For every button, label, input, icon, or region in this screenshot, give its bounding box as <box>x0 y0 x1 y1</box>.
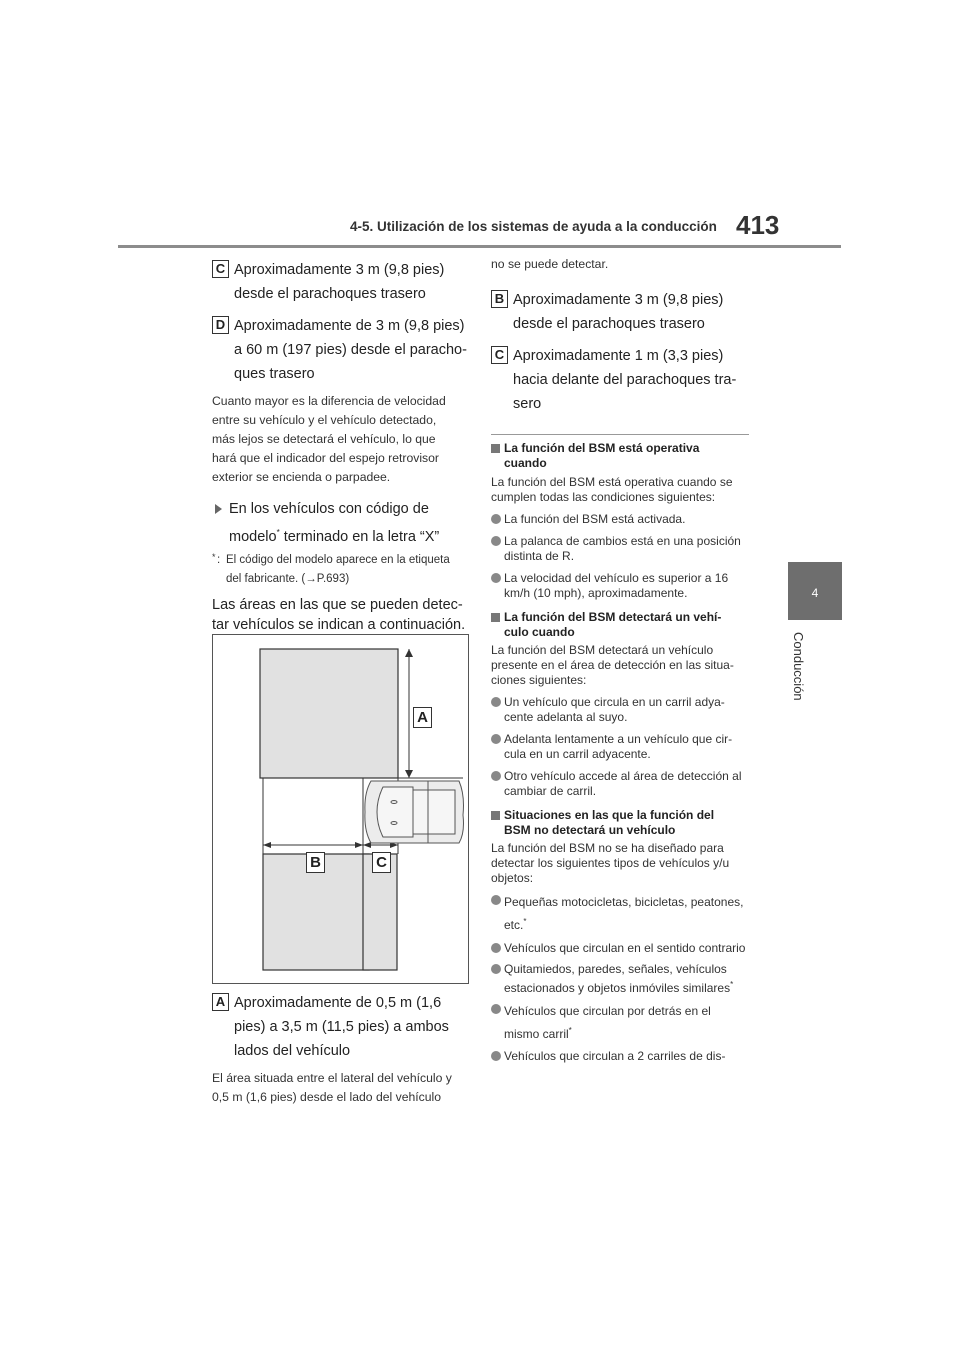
chapter-tab <box>788 562 842 620</box>
list-item-text: Vehículos que circulan por detrás en el mismo carril <box>504 1004 711 1041</box>
label-b-box: B <box>491 290 508 308</box>
list-item: La función del BSM está activada. <box>491 512 749 527</box>
footnote-colon: : <box>217 553 221 566</box>
left-column <box>212 258 468 635</box>
chapter-label: Conducción <box>791 632 806 701</box>
footnote <box>212 551 466 589</box>
definition-b <box>491 288 745 336</box>
chapter-number: 4 <box>811 586 819 600</box>
section-not-detected-title: Situaciones en las que la función del BSM no detectará un vehículo <box>491 808 740 838</box>
speed-difference-paragraph: Cuanto mayor es la diferencia de velocidad entre su vehículo y el vehículo detectado, más lejos se detectará el vehículo, lo que hará que el indicador del espejo retrovisor exterior se encienda o parpadee. <box>212 394 446 484</box>
detection-area-diagram <box>212 634 469 984</box>
blind-gap-paragraph: El área situada entre el lateral del vehículo y 0,5 m (1,6 pies) desde el lado del vehículo <box>212 1071 452 1104</box>
definition-a <box>212 991 468 1063</box>
list-item: Adelanta lentamente a un vehículo que circula en un carril adyacente. <box>491 732 749 762</box>
section-not-detected-intro: La función del BSM no se ha diseñado para detectar los siguientes tipos de vehículos y/u objetos: <box>491 841 730 885</box>
label-a-box: A <box>212 993 229 1011</box>
list-item: La palanca de cambios está en una posición distinta de R. <box>491 534 749 564</box>
list-item <box>491 893 749 935</box>
list-item-text: Quitamiedos, paredes, señales, vehículos estacionados y objetos inmóviles similares <box>504 962 731 995</box>
list-item: Vehículos que circulan a 2 carriles de dis- <box>491 1049 749 1064</box>
section-detects-intro: La función del BSM detectará un vehículo presente en el área de detección en las situaciones siguientes: <box>491 643 734 687</box>
diagram-label-c: C <box>372 852 391 873</box>
car-outline <box>365 781 464 843</box>
model-code-text-b: terminado en la letra “X” <box>279 528 440 545</box>
definition-c <box>212 258 468 306</box>
continued-text: no se puede detectar. <box>491 257 609 271</box>
header-rule <box>118 245 841 248</box>
footnote-ref: * <box>730 980 734 989</box>
list-item: Vehículos que circulan en el sentido contrario <box>491 941 749 956</box>
model-code-text-a: En los vehículos con código de modelo <box>229 501 429 545</box>
section-header-title: 4-5. Utilización de los sistemas de ayuda a la conducción <box>350 219 717 234</box>
detection-area-svg <box>213 635 468 983</box>
section-detects-title: La función del BSM detectará un vehículo cuando <box>491 610 740 640</box>
definition-c-text: Aproximadamente 3 m (9,8 pies) desde el parachoques trasero <box>234 262 445 302</box>
list-item: Otro vehículo accede al área de detección al cambiar de carril. <box>491 769 749 799</box>
list-item <box>491 962 749 996</box>
definition-a-text: Aproximadamente de 0,5 m (1,6 pies) a 3,5 m (11,5 pies) a ambos lados del vehículo <box>234 995 449 1059</box>
diagram-label-a: A <box>413 707 432 728</box>
footnote-ref: * <box>276 528 280 537</box>
label-c-box: C <box>212 260 229 278</box>
diagram-label-b: B <box>306 852 325 873</box>
definition-c2 <box>491 344 745 416</box>
list-item: La velocidad del vehículo es superior a 16 km/h (10 mph), aproximadamente. <box>491 571 749 601</box>
definition-c2-text: Aproximadamente 1 m (3,3 pies) hacia delante del parachoques trasero <box>513 348 737 412</box>
model-code-heading <box>212 497 479 549</box>
footnote-ref: * <box>523 917 527 926</box>
page-number: 413 <box>736 210 780 240</box>
section-operative-intro: La función del BSM está operativa cuando se cumplen todas las condiciones siguientes: <box>491 475 733 504</box>
definition-b-text: Aproximadamente 3 m (9,8 pies) desde el parachoques trasero <box>513 292 724 332</box>
arrow-bullet-icon <box>215 504 222 514</box>
footnote-text: El código del modelo aparece en la etiqueta del fabricante. (→P.693) <box>226 553 450 585</box>
list-item: Un vehículo que circula en un carril adyacente adelanta al suyo. <box>491 695 749 725</box>
section-divider <box>491 434 749 435</box>
definition-d-text: Aproximadamente de 3 m (9,8 pies) a 60 m (197 pies) desde el parachoques trasero <box>234 318 467 382</box>
zone-far-rear <box>260 649 398 778</box>
list-item <box>491 1002 749 1044</box>
footnote-ref: * <box>568 1026 572 1035</box>
footnote-mark: * <box>212 551 216 562</box>
left-column-lower <box>212 991 468 1107</box>
areas-intro: Las áreas en las que se pueden detectar vehículos se indican a continuación. <box>212 596 466 633</box>
list-item-text: Pequeñas motocicletas, bicicletas, peatones, etc. <box>504 895 744 932</box>
section-operative-title: La función del BSM está operativa cuando <box>491 441 740 471</box>
label-d-box: D <box>212 316 229 334</box>
definition-d <box>212 314 468 386</box>
right-column <box>491 255 751 1064</box>
label-c2-box: C <box>491 346 508 364</box>
